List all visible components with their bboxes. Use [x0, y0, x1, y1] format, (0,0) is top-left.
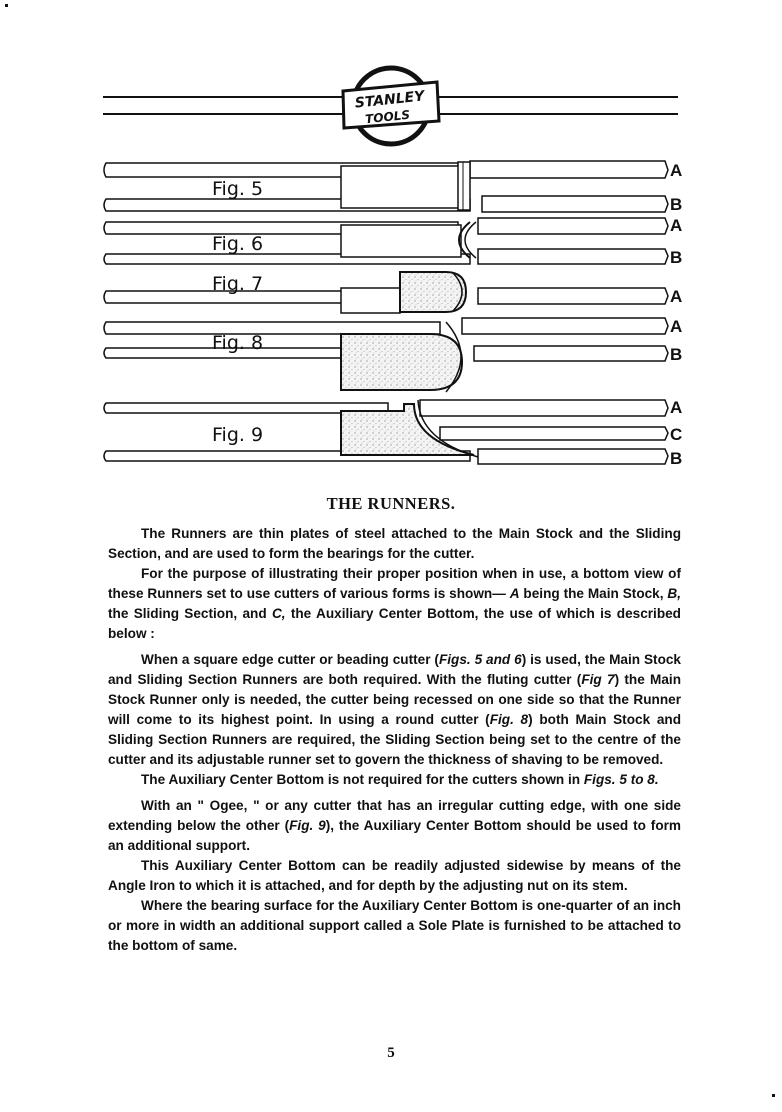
fig9-diagram — [104, 400, 668, 464]
part-reference: B, — [667, 586, 682, 601]
paragraph-text: ) the Main Stock Runner only is needed, the cutter being recessed on one side so that the Runner will come to its highest point. In using a round cutter ( — [108, 672, 682, 727]
part-reference: A — [509, 586, 520, 601]
figure-reference: Fig 7 — [581, 672, 615, 687]
paragraph-text: When a square edge cutter or beading cutter ( — [141, 652, 439, 667]
paragraph — [108, 524, 681, 564]
scan-mark — [5, 4, 8, 7]
fig9-label: Fig. 9 — [212, 424, 264, 446]
part-letter-a: A — [670, 287, 683, 306]
paragraph-text: ), the Auxiliary Center Bottom should be used to form an additional support. — [108, 818, 682, 853]
part-reference: C, — [271, 606, 286, 621]
part-letter-c: C — [670, 425, 683, 444]
figure-illustrations — [0, 0, 782, 490]
section-heading: THE RUNNERS. — [326, 494, 456, 513]
fig8-diagram — [104, 318, 668, 392]
paragraph-text: ) is used, the Main Stock and Sliding Section Runners are both required. With the fluting cutter ( — [108, 652, 681, 687]
paragraph-text: being the Main Stock, — [519, 586, 668, 601]
paragraph-text: Where the bearing surface for the Auxiliary Center Bottom is one-quarter of an inch or more in width an additional support called a Sole Plate is furnished to be attached to the bottom of same. — [108, 898, 681, 953]
part-letter-a: A — [670, 398, 683, 417]
stanley-logo — [343, 68, 439, 144]
fig7-label: Fig. 7 — [212, 273, 264, 295]
part-letter-b: B — [670, 195, 683, 214]
part-letter-b: B — [670, 449, 683, 468]
paragraph-text: ) both Main Stock and Sliding Section Runners are required, the Sliding Section being set to the centre of the cutter and its adjustable runner set to govern the thickness of shaving to be removed. — [108, 712, 681, 767]
part-letter-b: B — [670, 345, 683, 364]
figure-reference: Fig. 8 — [489, 712, 529, 727]
fig6-label: Fig. 6 — [212, 233, 264, 255]
fig7-diagram — [104, 272, 668, 313]
figure-reference: Figs. 5 to 8. — [583, 772, 659, 787]
scan-mark — [772, 1094, 775, 1097]
paragraph — [108, 564, 681, 644]
part-letter-a: A — [670, 317, 683, 336]
fig5-label: Fig. 5 — [212, 178, 264, 200]
paragraph-text: the Sliding Section, and — [108, 606, 272, 621]
part-letter-a: A — [670, 161, 683, 180]
fig5-diagram — [104, 161, 668, 212]
paragraph-text: The Runners are thin plates of steel attached to the Main Stock and the Sliding Section, and are used to form the bearings for the cutter. — [108, 526, 681, 561]
paragraph-text: This Auxiliary Center Bottom can be readily adjusted sidewise by means of the Angle Iron to which it is attached, and for depth by the adjusting nut on its stem. — [108, 858, 681, 893]
figure-reference: Figs. 5 and 6 — [438, 652, 522, 667]
figure-reference: Fig. 9 — [289, 818, 326, 833]
paragraph-text: With an " Ogee, " or any cutter that has an irregular cutting edge, with one side extending below the other ( — [108, 798, 681, 833]
fig8-label: Fig. 8 — [212, 332, 264, 354]
body-text — [108, 524, 681, 956]
part-letter-a: A — [670, 216, 683, 235]
fig6-diagram — [104, 218, 668, 264]
paragraph — [108, 896, 681, 956]
part-letter-b: B — [670, 248, 683, 267]
paragraph — [108, 770, 681, 790]
paragraph-text: For the purpose of illustrating their proper position when in use, a bottom view of these Runners set to use cutters of various forms is shown— — [108, 566, 681, 601]
logo-text-line1: STANLEY — [354, 88, 426, 112]
logo-text-line2: TOOLS — [364, 107, 411, 127]
paragraph — [108, 650, 681, 770]
paragraph-text: The Auxiliary Center Bottom is not required for the cutters shown in — [141, 772, 584, 787]
page-number: 5 — [387, 1045, 395, 1061]
paragraph-text: the Auxiliary Center Bottom, the use of which is described below : — [108, 606, 681, 641]
paragraph — [108, 856, 681, 896]
paragraph — [108, 796, 681, 856]
